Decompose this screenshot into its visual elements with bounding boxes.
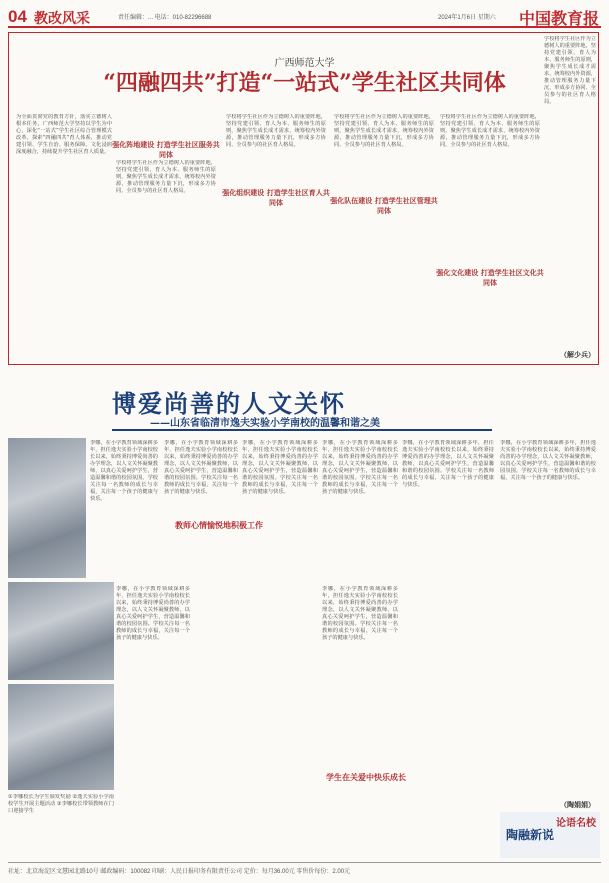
promo-banner	[500, 812, 600, 858]
feature-col-7: 李娜，在小学教育领域深耕多年，担任逸夫实验小学南校校长以来，始终秉持博爱尚善的办学理念，以人文关怀凝聚教师，以真心关爱呵护学生，营造温馨和谐的校园氛围。学校关注每一名教师的成长与幸福，关注每一个孩子的健康与快乐。	[402, 440, 494, 488]
photo-students	[8, 684, 114, 790]
article-headline: “四融四共”打造“一站式”学生社区共同体	[103, 70, 506, 96]
newspaper-logo: 中国教育报	[518, 9, 599, 28]
feature-headline: 博爱尚善的人文关怀	[112, 389, 346, 418]
photo-principal	[8, 438, 86, 578]
column-3: 学校将学生社区作为立德树人的重要阵地，坚持党建引领、育人为本、服务师生的原则，聚焦学生成长成才需求，统筹校内外资源，推动管理服务力量下沉，形成多方协同、全员参与的社区育人格局。	[226, 114, 326, 148]
headline-rule	[112, 429, 492, 431]
feature-col-3: 李娜，在小学教育领域深耕多年，担任逸夫实验小学南校校长以来，始终秉持博爱尚善的办学理念，以人文关怀凝聚教师，以真心关爱呵护学生，营造温馨和谐的校园氛围。学校关注每一名教师的成长与幸福，关注每一个孩子的健康与快乐。	[164, 440, 238, 495]
page-number: 04	[8, 7, 27, 26]
feature-col-2: 李娜，在小学教育领域深耕多年，担任逸夫实验小学南校校长以来，始终秉持博爱尚善的办学理念，以人文关怀凝聚教师，以真心关爱呵护学生，营造温馨和谐的校园氛围。学校关注每一名教师的成长与幸福，关注每一个孩子的健康与快乐。	[116, 586, 190, 641]
photo-activity	[8, 582, 114, 680]
column-1: 为全面贯彻党的教育方针，落实立德树人根本任务，广西师范大学坚持以学生为中心，深化“一站式”学生社区综合管理模式改革，探索“四融四共”育人体系，推动党建引领、学生自治、服务保障、文化浸润深度融合，持续提升学生社区育人质量。	[16, 114, 112, 155]
column-6: 学校将学生社区作为立德树人的重要阵地，坚持党建引领、育人为本、服务师生的原则，聚焦学生成长成才需求，统筹校内外资源，推动管理服务力量下沉，形成多方协同、全员参与的社区育人格局。	[544, 36, 596, 105]
article-kicker: 广西师范大学	[274, 58, 335, 69]
feature-author: （陶娟娟）	[560, 801, 595, 809]
subhead-3: 强化队伍建设 打造学生社区管理共同体	[330, 197, 438, 215]
feature-col-5: 李娜，在小学教育领域深耕多年，担任逸夫实验小学南校校长以来，始终秉持博爱尚善的办学理念，以人文关怀凝聚教师，以真心关爱呵护学生，营造温馨和谐的校园氛围。学校关注每一名教师的成长与幸福，关注每一个孩子的健康与快乐。	[322, 440, 398, 495]
section-title: 教改风采	[34, 11, 90, 27]
section-title-2: 学生在关爱中快乐成长	[326, 773, 406, 782]
feature-col-1: 李娜，在小学教育领域深耕多年，担任逸夫实验小学南校校长以来，始终秉持博爱尚善的办学理念，以人文关怀凝聚教师，以真心关爱呵护学生，营造温馨和谐的校园氛围。学校关注每一名教师的成长与幸福，关注每一个孩子的健康与快乐。	[90, 440, 158, 502]
masthead	[8, 6, 601, 28]
footer-info: 社址：北京海淀区文慧园北路10号 邮政编码：100082 印刷：人民日报印务有限责任公司 定价：每月36.00元 零售价每份：2.00元	[8, 869, 351, 875]
issue-date: 2024年1月6日 星期六	[438, 15, 496, 21]
subhead-2: 强化组织建设 打造学生社区育人共同体	[222, 189, 330, 207]
column-4: 学校将学生社区作为立德树人的重要阵地，坚持党建引领、育人为本、服务师生的原则，聚焦学生成长成才需求，统筹校内外资源，推动管理服务力量下沉，形成多方协同、全员参与的社区育人格局。	[334, 114, 434, 148]
feature-col-8: 李娜，在小学教育领域深耕多年，担任逸夫实验小学南校校长以来，始终秉持博爱尚善的办学理念，以人文关怀凝聚教师，以真心关爱呵护学生，营造温馨和谐的校园氛围。学校关注每一名教师的成长与幸福，关注每一个孩子的健康与快乐。	[500, 440, 596, 481]
subhead-1: 强化阵地建设 打造学生社区服务共同体	[112, 141, 220, 159]
page-footer	[8, 862, 601, 875]
feature-col-4: 李娜，在小学教育领域深耕多年，担任逸夫实验小学南校校长以来，始终秉持博爱尚善的办学理念，以人文关怀凝聚教师，以真心关爱呵护学生，营造温馨和谐的校园氛围。学校关注每一名教师的成长与幸福，关注每一个孩子的健康与快乐。	[242, 440, 318, 495]
column-2: 学校将学生社区作为立德树人的重要阵地，坚持党建引领、育人为本、服务师生的原则，聚焦学生成长成才需求，统筹校内外资源，推动管理服务力量下沉，形成多方协同、全员参与的社区育人格局。	[116, 160, 216, 194]
top-author: （解少兵）	[560, 351, 595, 359]
section-title-1: 教师心情愉悦地积极工作	[175, 521, 263, 530]
editor-info: 责任编辑：... 电话：010-82296688	[118, 15, 212, 21]
feature-subtitle: ——山东省临清市逸夫实验小学南校的温馨和谐之美	[150, 418, 380, 429]
promo-text: 论语名校	[556, 818, 596, 829]
feature-col-6: 李娜，在小学教育领域深耕多年，担任逸夫实验小学南校校长以来，始终秉持博爱尚善的办学理念，以人文关怀凝聚教师，以真心关爱呵护学生，营造温馨和谐的校园氛围。学校关注每一名教师的成长与幸福，关注每一个孩子的健康与快乐。	[322, 586, 398, 641]
column-5: 学校将学生社区作为立德树人的重要阵地，坚持党建引领、育人为本、服务师生的原则，聚焦学生成长成才需求，统筹校内外资源，推动管理服务力量下沉，形成多方协同、全员参与的社区育人格局。	[440, 114, 540, 148]
promo-title: 陶融新说	[506, 828, 555, 842]
photo-caption: ①李娜校长为学生颁发奖励 ②逸夫实验小学南校学生开展主题活动 ③李娜校长带领教师在门口迎接学生	[8, 794, 114, 814]
subhead-4: 强化文化建设 打造学生社区文化共同体	[436, 269, 544, 287]
